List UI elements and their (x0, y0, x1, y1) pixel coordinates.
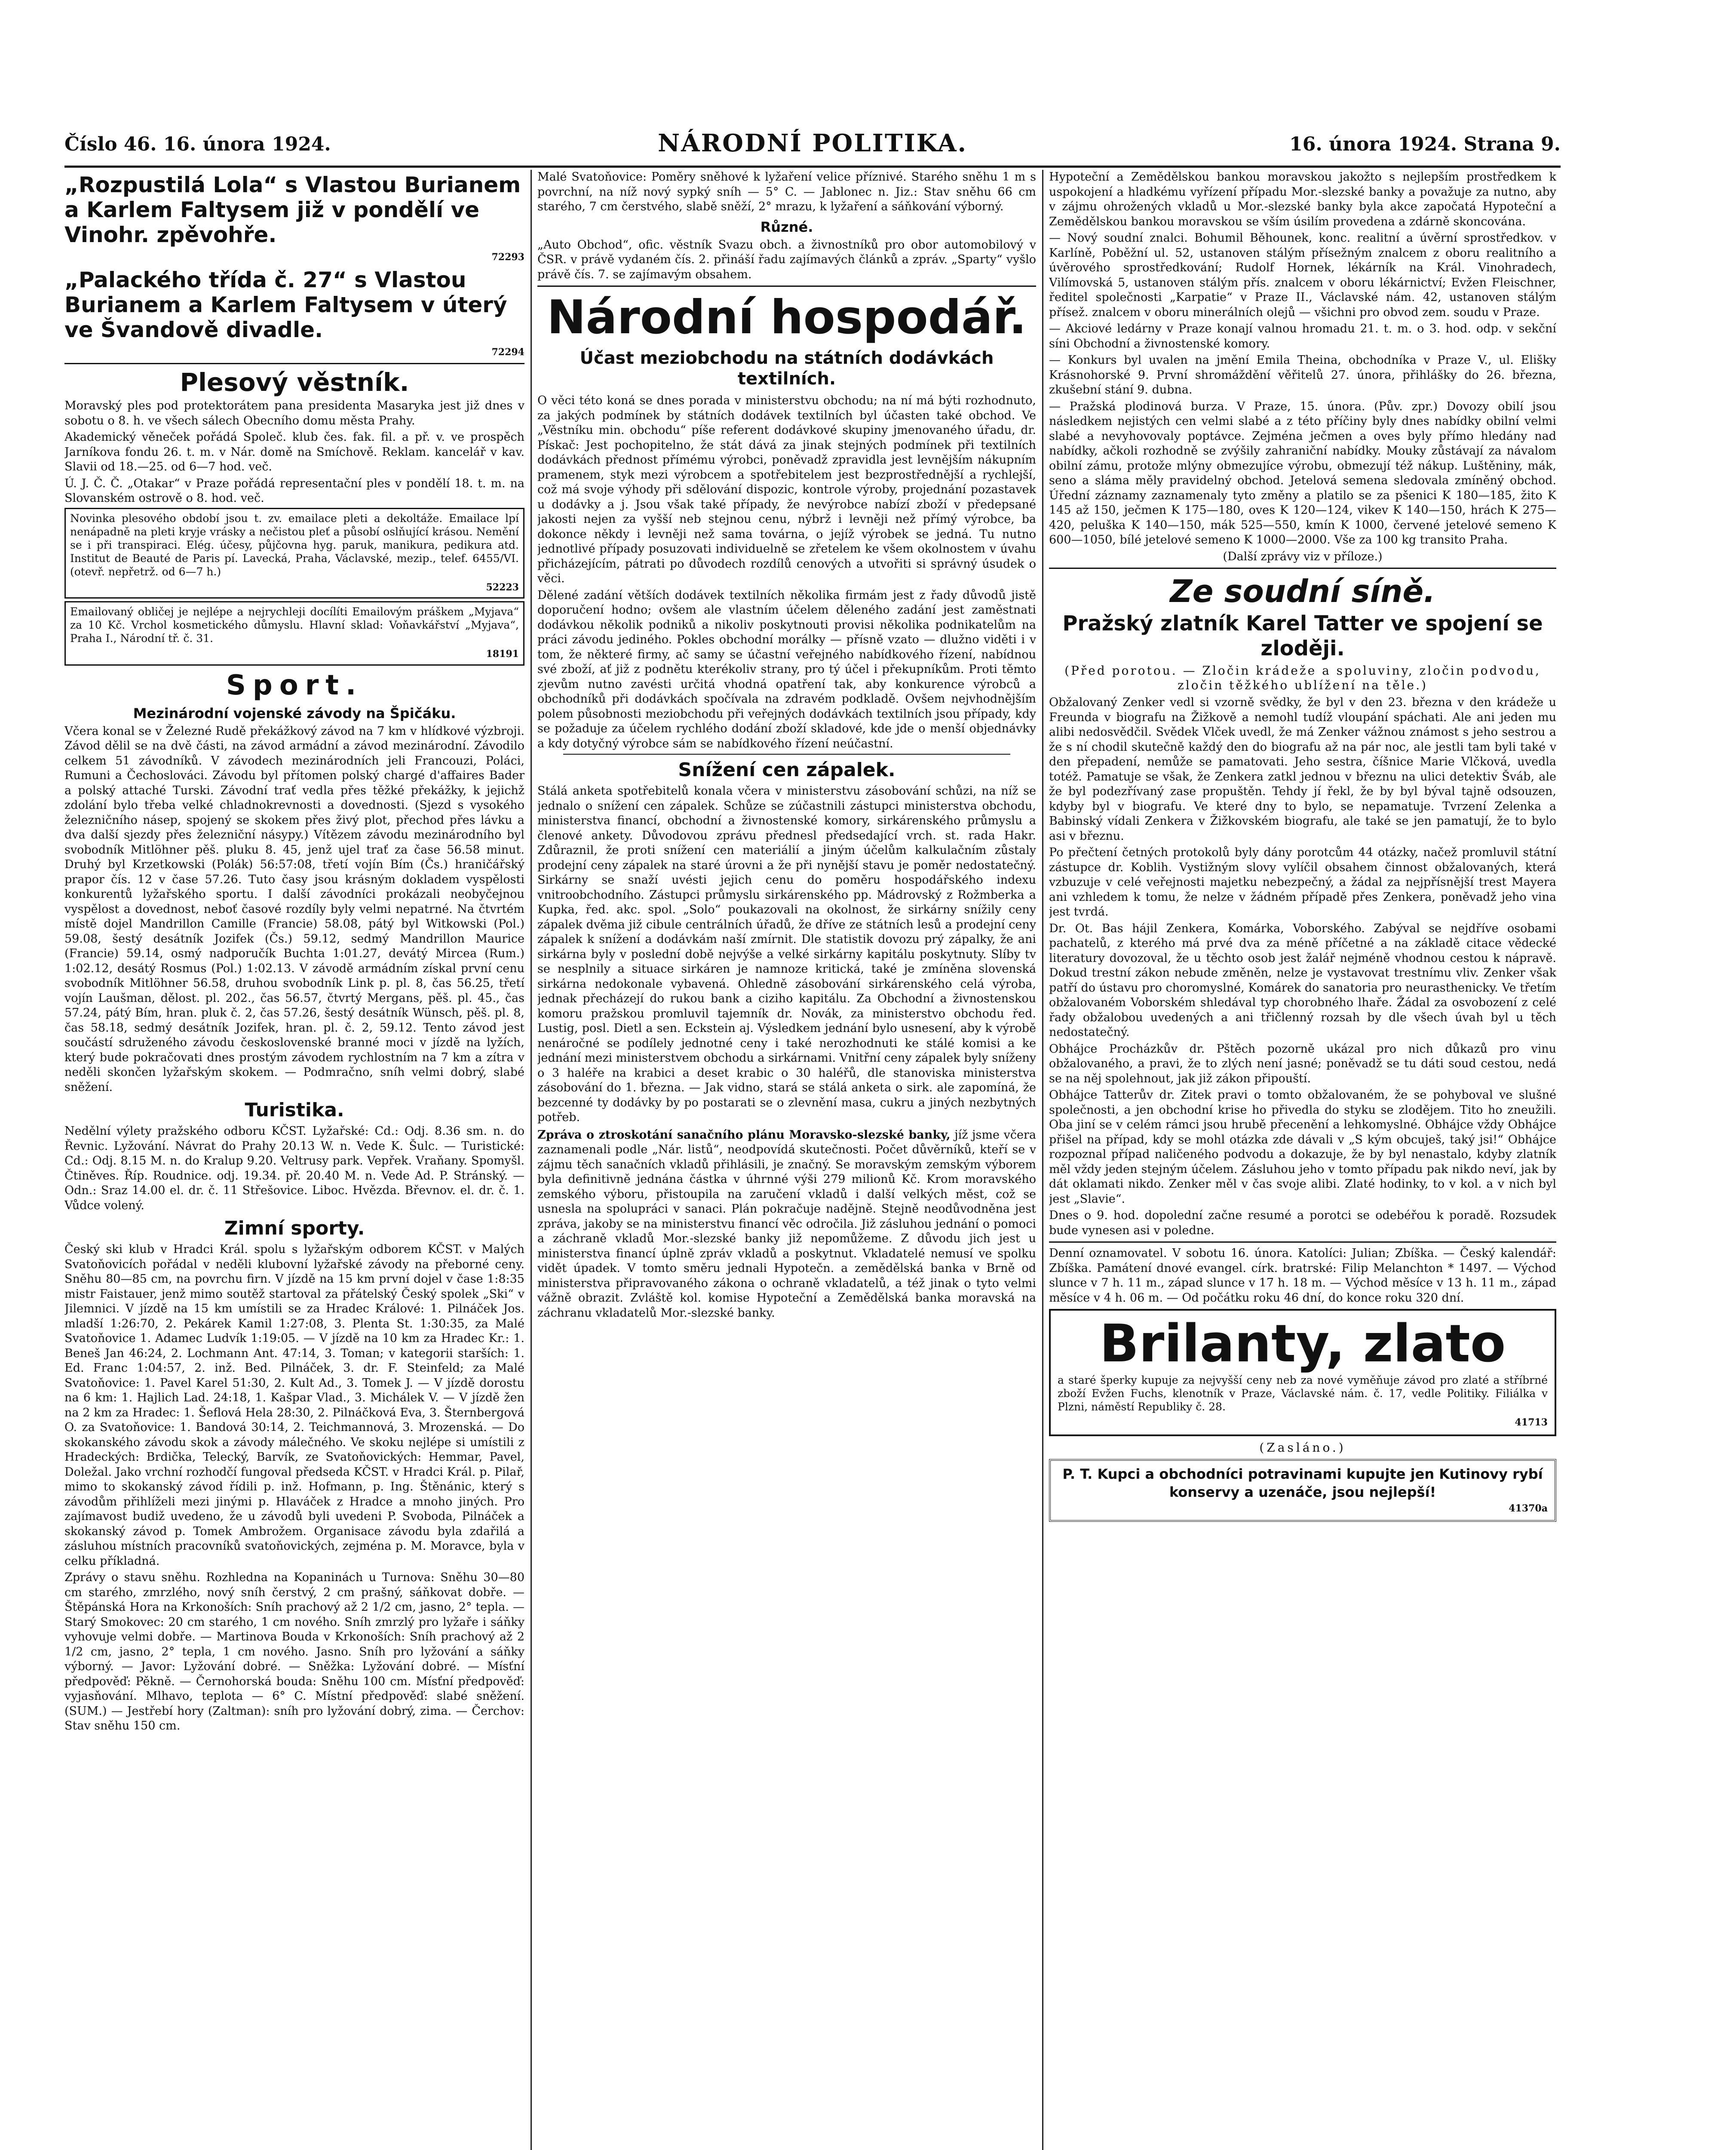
column-1 (64, 170, 524, 2150)
article-paragraph: Dnes o 9. hod. dopolední začne resumé a porotci se odebéřou k poradě. Rozsudek bude vynesen asi v poledne. (1049, 1209, 1556, 1237)
ad-code: 72293 (491, 252, 524, 263)
masthead (64, 129, 1561, 163)
article-paragraph (537, 1128, 1036, 1321)
article-paragraph: „Auto Obchod“, ofic. věstník Svazu obch. a živnostníků pro obor automobilový v ČSR. v právě vydaném čís. 2. přináší řadu zajímavých článků a zpráv. „Sparty“ vyšlo právě čís. 7. se zajímavým obsahem. (537, 238, 1036, 281)
column-divider (1042, 170, 1043, 2150)
article-paragraph: Moravský ples pod protektorátem pana presidenta Masaryka jest již dnes v sobotu o 8. h. ve všech sálech Obecního domu města Prahy. (64, 399, 524, 427)
column-2 (537, 170, 1036, 2150)
advert-text: P. T. Kupci a obchodníci potravinami kupujte jen Kutinovy rybí konservy a uzenáče, jsou nejlepší! (1062, 1465, 1543, 1500)
advert-title: Brilanty, zlato (1099, 1314, 1506, 1374)
article-paragraph: — Pražská plodinová burza. V Praze, 15. února. (Pův. zpr.) Dovozy obilí jsou následkem nejistých cen velmi slabé a z této příčiny byly dnes nabídky obilní velmi slabé a nevyhovovaly poptávce. Zejména ječmen a oves byly přímo hledány nad nabídky, ačkoli rozhodně se zvýšily zahraniční nabídky. Mouky zůstávají za návalom obilní zámu, protože mlýny obmezujíce výrobu, obmezují též nákup. Luštěniny, mák, seno a sláma měly pravidelný obchod. Jetelová semena sledovala zmíněný obchod. Úřední záznamy zaznamenaly tyto změny a platilo se za pšenici K 180—185, žito K 145 až 150, ječmen K 175—180, oves K 120—124, vikev K 140—150, hrách K 275—420, peluška K 140—150, mák 525—550, kmín K 1000, červené jetelové semeno K 600—1050, bílé jetelové semeno K 1000—2000. Vše za 100 kg transito Praha. (1049, 399, 1556, 547)
article-heading: Účast meziobchodu na státních dodávkách textilních. (580, 348, 994, 389)
zaslano-label: (Zasláno.) (1259, 1440, 1346, 1455)
article-paragraph: Akademický věneček pořádá Společ. klub čes. fak. fil. a př. v. ve prospěch Jarníkova fondu 26. t. m. v Nár. domě na Smíchově. Reklam. kancelář v kav. Slavii od 18.—25. od 6—7 hod. več. (64, 430, 524, 473)
divider (563, 754, 1010, 755)
advert-kutina (1049, 1459, 1556, 1522)
article-heading: Mezinárodní vojenské závody na Špičáku. (133, 705, 456, 722)
article-paragraph: Nedělní výlety pražského odboru KČST. Lyžařské: Cd.: Odj. 8.36 sm. n. do Řevnic. Lyžování. Návrat do Prahy 20.13 W. n. Vede K. Šulc. — Turistické: Cd.: Odj. 8.15 M. n. do Kralup 9.20. Veltrusy park. Vepřek. Vraňany. Spomyšl. Čtiněves. Říp. Roudnice. odj. 19.34. př. 20.40 M. n. Vede Ad. P. Stránský. — Odn.: Sraz 14.00 el. dr. č. 11 Střešovice. Liboc. Hvězda. Břevnov. el. dr. č. 1. Vůdce volený. (64, 1124, 524, 1212)
article-paragraph: Český ski klub v Hradci Král. spolu s lyžařským odborem KČST. v Malých Svatoňovicích pořádal v neděli klubovní lyžařské závody na přeborné ceny. Sněhu 80—85 cm, na povrchu firn. V jízdě na 15 km první dojel v čase 1:8:35 mistr Faistauer, jenž mimo soutěž startoval za přátelský Český spolek „Ski“ v Jilemnici. V jízdě na 15 km umístili se za Hradec Králové: 1. Pilnáček Jos. mladší 1:26:70, 2. Pekárek Kamil 1:27:08, 3. Plenta St. 1:30:35, za Malé Svatoňovice 1. Adamec Ludvík 1:19:05. — V jízdě na 10 km za Hradec Kr.: 1. Beneš Jan 46:24, 2. Lochmann Ant. 47:14, 3. Toman; v kategorii starších: 1. Ed. Franc 1:04:57, 2. inž. Bed. Pilnáček, 3. dr. F. Steinfeld; za Malé Svatoňovice: 1. Pavel Karel 51:30, 2. Kult Ad., 3. Tomek J. — V jízdě dorostu na 6 km: 1. Hajlich Lad. 24:18, 1. Kašpar Vlad., 3. Michálek V. — V jízdě žen na 2 km za Hradec: 1. Šeflová Hela 28:30, 2. Pilnáčková Eva, 3. Šternbergová O. za Svatoňovice: 1. Bandová 30:14, 2. Teichmannová, 3. Mrozenská. — Do skokanského závodu skok a závody málečného. Ve skoku nejlépe si umístili z Hradeckých: Brdička, Telecký, Barvík, ze Svatoňovických: Hemmar, Pavel, Doležal. Jako vrchní rozhodčí fungoval předseda KČST. v Hradci Král. p. Pilař, mimo to skokanský závod řídili p. inž. Hofmann, p. Ing. Štěnánic, který s závodům přihlíželi mezi jinými p. Hlaváček z Hradce a mnoho jiných. Pro zajímavost budiž uvedeno, že u závodů byli uvedeni P. Svoboda, Pilnáček a skokanský závod p. Tomek Ambrožem. Organisace závodu byla zdařilá a zásluhou místních pracovníků svatoňovických, zejména p. M. Moravce, byla v celku příkladná. (64, 1243, 524, 1568)
ad-code: 52223 (486, 581, 519, 593)
article-paragraph: Obhájce Procházkův dr. Pštěch pozorně ukázal pro nich důkazů pro vinu obžalovaného, a pravi, že to zlých není jasné; poněvadž se tu dáti soud cestou, nedá se na něj spolehnout, jak již zákon připouští. (1049, 1042, 1556, 1085)
article-paragraph: — Konkurs byl uvalen na jmění Emila Theina, obchodníka v Praze V., ul. Elišky Krásnohorské 9. První shromáždění věřitelů 27. února, přihlášky do 26. března, zkušební stání 9. dubna. (1049, 353, 1556, 396)
ad-code: 41370a (1509, 1502, 1548, 1514)
article-paragraph: Včera konal se v Železné Rudě překážkový závod na 7 km v hlídkové výzbroji. Závod dělil se na dvě části, na závod armádní a závod mezinárodní. Závodilo celkem 51 závodníků. V závodech mezinárodních jeli Francouzi, Poláci, Rumuni a Čechoslováci. Závodu byl přítomen polský chargé d'affaires Bader a polský attaché Turski. Závodní trať vedla přes těžké překážky, k jejichž zdolání bylo třeba velké chladnokrevnosti a dovednosti. (Sjezd s vysokého železničního násep, spojený se skokem přes živý plot, přechod přes lávku a dva další sjezdy přes železniční násypy.) Vítězem závodu mezinárodního byl svobodník Mitlöhner pěš. pluku 8. 45, jenž ujel trať za čase 56.58 minut. Druhý byl Krzetkowski (Polák) 56:57:08, třetí vojín Bím (Čs.) hraničářský prapor čís. 12 v čase 57.26. Tuto časy jsou krásným dokladem vyspělosti konkurentů lyžařského sportu. I další závodníci prokázali neobyčejnou vyspělost a dovednost, neboť časové rozdíly byly velmi nepatrné. Na čtvrtém místě dojel Mandrillon Camille (Francie) 58.08, pátý byl Witkowski (Pol.) 59.08, šestý desátník Jozifek (Čs.) 59.12, sedmý Mandrillon Maurice (Francie) 59.14, osmý nadporučík Buchta 1:01.27, devátý Mircea (Rum.) 1:02.12, desátý Rosmus (Pol.) 1:02.13. V závodě armádním získal první cenu svobodník Mitlöhner 56.58, druhou svobodník Link p. pl. 8, čas 56.25, třetí vojín Laušman, dělost. pl. 202., čas 56.57, čtvrtý Mergans, pěš. pl. 45., čas 57.24, pátý Bím, hran. pluk č. 2, čas 57.26, šestý desátník Wünsch, pěš. pl. 8, čas 58.18, sedmý desátník Jozifek, hran. pl. č. 2, 59.12. Tento závod jest součástí sdruženého závodu československé branné moci v jízdě na lyžích, který bude pokračovati dnes prostým závodem rychlostním na 7 km a zítra v neděli skončen lyžařským skokem. — Podmračno, sníh velmi dobrý, slabé sněžení. (64, 724, 524, 1094)
article-paragraph: Denní oznamovatel. V sobotu 16. února. Katolíci: Julian; Zbíška. — Český kalendář: Zbíška. Památení dnové evangel. círk. bratrské: Filip Melanchton * 1497. — Východ slunce v 7 h. 11 m., západ slunce v 17 h. 18 m. — Východ měsíce v 13 h. 11 m., západ měsíce v 4 h. 06 m. — Od počátku roku 46 dní, do konce roku 320 dní. (1049, 1247, 1556, 1305)
divider (1049, 568, 1556, 569)
column-3 (1049, 170, 1556, 2150)
article-paragraph: Obhájce Tatterův dr. Zitek pravi o tomto obžalovaném, že se pohyboval ve slušné společnosti, a jen obchodní krise ho přivedla do styku se zlodějem. Tito ho zneužili. Oba jiní se v celém rámci jsou hrubě přecenění a lehkomyslné. Obhájce vždy Obhájce přišel na případ, kdy se mohl otázka zde dávali v „S kým obcuješ, taký jsi!“ Obhájce rozpoznal případ naličeného podvodu a dokazuje, že by byl nenastalo, kdyby zlatník měl vždy jeden stejným účelem. Zásluhou jeho v tomto případu pak nikdo neví, jak by dát oklamati nikdo. Zenker měl v čas svoje alibi. Zlaté hodinky, to v kol. a v nich byl jest „Slavie“. (1049, 1088, 1556, 1206)
article-heading: Snížení cen zápalek. (678, 759, 896, 781)
advert-text: Novinka plesového období jsou t. zv. emailace pleti a dekoltáže. Emailace lpí nenápadně na pleti kryje vrásky a nečistou pleť a působí oslňující krásou. Nemění se i při transpiraci. Elég. účesy, půjčovna hyg. paruk, manikura, pedikura atd. Institut de Beauté de Paris pí. Lavecká, Praha, Václavské, mezip., telef. 6455/VI. (otevř. nepřetrž. od 6—7 h.) (70, 512, 519, 578)
inline-heading: Zpráva o ztroskotání sanačního plánu Moravsko-slezské banky, (537, 1128, 951, 1142)
article-heading: Pražský zlatník Karel Tatter ve spojení se zloději. (1062, 611, 1543, 660)
article-paragraph: Malé Svatoňovice: Poměry sněhové k lyžaření velice příznivé. Starého sněhu 1 m s povrchní, na níž nový sypký sníh — 5° C. — Jablonec n. Jiz.: Stav sněhu 66 cm starého, 7 cm čerstvého, slabě sněží, 2° mrazu, k lyžaření a sáňkování výborný. (537, 170, 1036, 213)
inline-text: jíž jsme včera zaznamenali podle „Nár. listů“, neodpovídá skutečnosti. Počet důvěrníků, kteří se v zájmu těch sanačních vkladů přihlásili, je značný. Se moravským zemským výborem byla definitivně jednána částka v úhrnné výši 279 milionů Kč. Krom moravského zemského výboru, přistoupila na zaručení vkladů i další velkých měst, což se usnesla na spolupráci v sanaci. Plán pokračuje nadějně. Stejně neodůvodněna jest zpráva, jakoby se na ministerstvu financí věc odročila. Již zásluhou jednání o pomoci a záchraně vkladů Mor.-slezské banky již nepomůžeme. Z důvodu jich jest u ministerstva financí úplně zpráv vkladů a poskytnut. Vkladatelé nemusí ve spolku vidět úpadek. V tomto směru jednali Hypotečn. a zemědělská banka v Brně od ministerstva připravovaného zákona o ochraně vkladatelů, a též jinak o tyto velmi vážně obrazit. Zvláště kol. komise Hypoteční a Zemědělská banka moravská na záchranu vkladatelů Mor.-slezské banky. (537, 1128, 1036, 1320)
article-paragraph: Stálá anketa spotřebitelů konala včera v ministerstvu zásobování schůzi, na níž se jednalo o snížení cen zápalek. Schůze se zúčastnili zástupci ministerstva obchodu, ministerstva financí, obchodní a živnostenské komory, sirkárenského průmyslu a členové ankety. Důvodovou zprávu přednesl předsedající vrch. st. rada Hakr. Zdůraznil, že proti snížení cen materiálií a jiným účelům kalkulačním zůstaly prodejní ceny zápalek na staré úrovni a že při nynější stavu je poměr nedostatečný. Sirkárny se snaží uvésti jejich cenu do poměru hospodářského indexu vnitroobchodního. Zástupci průmyslu sirkárenského pp. Mádrovský z Rožmberka a Kupka, řed. akc. spol. „Solo“ poukazovali na okolnost, že sirkárny snížily ceny zápalek dvěma již cibule centrálních úřadů, že dříve ze státních lesů a prodejní ceny zápalek k snížení a dodávkám naší zmírnit. Dle statistik dovozu prý zápalky, že ani sirkárna byly v poslední době nejvýše a velké sirkárny kapitálu poskytnuty. Slíby tv se nesplnily a situace sirkáren je namnoze kritická, také je zmíněna slovenská sirkárna nedokonale vybavená. Ohledně zásobování sirkárenského celá výroba, jednak přecházejí do rukou bank a ciziho kapitálu. Za Obchodní a živnostenskou komoru pražskou promluvil tajemník dr. Novák, za ministerstvo obchodu řed. Lustig, posl. Dietl a sen. Eckstein aj. Výsledkem jednání bylo usnesení, aby k výrobě nenáročné se podílely jednotné ceny i také nerozhodnuti ke stálé komisi a ke jednání mezi ministerstvem obchodu a sirkárnami. Vnitřní ceny zápalek byly sníženy o 3 haléře na krabici a deset krabic o 30 haléřů, dle stanoviska ministerstva zásobování do 1. března. — Jak vidno, stará se stálá anketa o sirk. ale zapomíná, že bezcenné ty dodávky by po postarati se o zlevnění masa, cukru a jiných nezbytných potřeb. (537, 784, 1036, 1124)
theatre-ad-1 (64, 172, 524, 265)
section-heading-sport: Sport. (226, 669, 363, 701)
column-divider (531, 170, 532, 2150)
advert-brilanty (1049, 1309, 1556, 1436)
ad-code: 18191 (486, 648, 519, 660)
article-paragraph: Dr. Ot. Bas hájil Zenkera, Komárka, Voborského. Zabýval se nejdříve osobami pachatelů, z kterého má prvé dva za méně příčetné a na základě citace vědecké literatury dovozoval, že u těchto osob jest žalář nejméně vhodnou cestou k nápravě. Dokud trestní zákon nebude změněn, nelze je vystavovat trestnímu vliv. Zenker však patří do ústavu pro choromyslné, Komárek do sanatoria pro neurasthenicky. Ve třetím obžalovaném Voborském shledával typ chorobného lhaře. Žádal za osvobození z celé řady obžalobou uvedených a ani třičlenný rozsah by dle všech úvah byl u těch nedostatečný. (1049, 921, 1556, 1039)
divider (537, 286, 1036, 287)
issue-number-date: Číslo 46. 16. února 1924. (64, 133, 331, 155)
advert-text: a staré šperky kupuje za nejvyšší ceny neb za nové vyměňuje závod pro zlaté a stříbrné zboží Evžen Fuchs, klenotník v Praze, Václavské nám. č. 17, vedle Politiky. Filiálka v Plzni, náměstí Republiky č. 28. (1058, 1374, 1548, 1413)
section-heading-zimni-sporty: Zimní sporty. (224, 1217, 365, 1239)
section-heading-ruzne: Různé. (760, 218, 813, 235)
section-heading-turistika: Turistika. (245, 1099, 344, 1121)
article-kicker: (Před porotou. — Zločin krádeže a spoluviny, zločin podvodu, zločin těžkého ublížení na těle.) (1064, 663, 1541, 692)
date-page-number: 16. února 1924. Strana 9. (1289, 133, 1561, 155)
advert-text: Emailovaný obličej je nejlépe a nejrychleji docílíti Emailovým práškem „Myjava“ za 10 Kč. Vrchol kosmetického důmyslu. Hlavní sklad: Voňavkářství „Myjava“, Praha I., Národní tř. č. 31. (70, 605, 519, 645)
ad-text: „Rozpustilá Lola“ s Vlastou Burianem a Karlem Faltysem již v pondělí ve Vinohr. zpěvohře. (64, 172, 521, 247)
article-paragraph: — Nový soudní znalci. Bohumil Běhounek, konc. realitní a úvěrní sprostředkov. v Karlíně, Poběžní ul. 52, ustanoven stálým přísežným znalcem z oboru realitního a úvěrového sprostředkování; Rudolf Hornek, lékárník na Král. Vinohradech, Vilímovská 5, ustanoven stálým přís. znalcem v oboru lékárnictví; Evžen Fleischner, ředitel společnosti „Karpatie“ v Praze II., Václavské nám. 42, ustanoven stálým přísež. znalcem v oboru minerálních olejů — všichni pro obvod zem. soudu v Praze. (1049, 231, 1556, 319)
section-heading-narodni-hospodar: Národní hospodář. (547, 291, 1027, 344)
article-paragraph: Hypoteční a Zemědělskou bankou moravskou jakožto s nejlepším prostředkem k uspokojení a hladkému vyřízení případu Mor.-slezské banky a považuje za nutno, aby v zájmu ohrožených vkladů u Mor.-slezské banky byla akce započatá Hypoteční a Zemědělskou bankou moravskou se vším úsilím provedena a zdárně skoncována. (1049, 170, 1556, 228)
divider (1049, 1241, 1556, 1243)
section-heading-soudni-sin: Ze soudní síně. (1170, 573, 1435, 609)
header-rule (64, 166, 1561, 168)
divider (64, 363, 524, 364)
ad-code: 41713 (1515, 1417, 1548, 1428)
advert-emailace (64, 508, 524, 599)
article-paragraph: — Akciové ledárny v Praze konají valnou hromadu 21. t. m. o 3. hod. odp. v sekční síni Obchodní a živnostenské komory. (1049, 322, 1556, 350)
article-paragraph: Ú. J. Č. Č. „Otakar“ v Praze pořádá representační ples v pondělí 18. t. m. na Slovanském ostrově o 8. hod. več. (64, 476, 524, 505)
ad-code: 72294 (491, 346, 524, 358)
article-paragraph: O věci této koná se dnes porada v ministerstvu obchodu; na ní má býti rozhodnuto, za jakých podmínek by státních dodávek textilních byl účasten také obchod. Ve „Věstníku min. obchodu“ píše referent dodávkové skupiny jmenovaného úřadu, dr. Pískač: Jest pochopitelno, že stát dává za jinak stejných podmínek při textilních dodávkách přednost přímému výrobci, poněvadž zpravidla jest levnějším nákupním pramenem, styk mezi výrobcem a spotřebitelem jest bezprostřednější a rychlejší, což má svoje výhody při sdělování dispozic, kontrole výroby, projednání pozastavek u dodávky a j. Jsou však také případy, že nevýrobce nabízí zboží v předepsané jakosti nejen za vyšší neb stejnou cenu, nýbrž i levněji než přímý výrobce, ba dokonce někdy i levněji než sama továrna, o jejíž výrobek se jedná. Tu nutno jednotlivé případy posuzovati individuelně se zřetelem ke všem okolnostem v úvahu přicházejícím, pátrati po důvodech rozdílů cenových a utvořiti si správný úsudek o věci. (537, 394, 1036, 585)
article-paragraph: Po přečtení četných protokolů byly dány porotcům 44 otázky, načež promluvil státní zástupce dr. Koblih. Vystižným slovy vylíčil obsahem činnost obžalovaných, která vzbuzuje v celé veřejnosti majetku nebezpečný, a žádal za nejpřísnější trest Mayera ani vzhledem k tomu, že nelze v žádném případě přes Zenkera, poněvadž jeho vina jest tvrdá. (1049, 846, 1556, 918)
more-news-note: (Další zprávy viz v příloze.) (1223, 550, 1383, 563)
article-paragraph: Dělené zadání větších dodávek textilních několika firmám jest z řady důvodů jistě doporučení hodno; ovšem ale vlastním účelem děleného zadání jest zaměstnati dodávkou několik podniků a nikoliv poskytnouti provisi několika podnikatelům na práci závodu jediného. Pokles obchodní morálky — přísně vzato — dlužno viděti i v tom, že některé firmy, ač samy se účastní veřejného nabídkového řízení, nabídnou své zboží, ať již z podnětu kterékoliv strany, pro tý účel i překupníkům. Proti těmto zjevům nutno zavésti určitá vhodná opatření tak, aby konkurence výrobců a obchodníků při dodávkách spočívala na zdravém podkladě. Ovšem nejvhodnějším polem působnosti meziobchodu při veřejných dodávkách textilních jsou případy, kdy se požaduje za účelem rychlého dodání zboží skladové, kde jde o menší objednávky a kdy dotyčný výrobce sám se nabídkového řízení neúčastní. (537, 588, 1036, 750)
article-paragraph: Obžalovaný Zenker vedl si vzorně svědky, že byl v den 23. března v den krádeže u Freunda v biografu na Žižkově a nemohl tudíž vloupání spáchati. Ale ani jeden mu alibi nedosvědčil. Svědek Vlček uvedl, že má Zenker vážnou známost s jeho sestrou a že s ní chodil skutečně každý den do biografu až na pár noc, ale jestli tam byli také v den přepadení, nemůže se pamatovati. Jeho sestra, číšnice Marie Vlčková, uvedla totéž. Pamatuje se však, že Zenkera zatkl jednou v březnu na ulici detektiv Šváb, ale že byl podezřívaný zase propuštěn. Tehdy jí řekl, že by byl býval tajně odsouzen, kdyby byl v biografu. Ve které dny to bylo, se nepamatuje. Tvrzení Zelenka a Babinský vídali Zenkera v Žižkovském biografu, ale také se jen pamatují, že to bylo asi v březnu. (1049, 696, 1556, 843)
article-paragraph: Zprávy o stavu sněhu. Rozhledna na Kopaninách u Turnova: Sněhu 30—80 cm starého, zmrzlého, nový sníh čerstvý, 2 cm prašný, sáňkovat dobře. — Štěpánská Hora na Krkonoších: Sníh prachový až 2 1/2 cm, jasno, 2° tepla. — Starý Smokovec: 20 cm starého, 1 cm nového. Sníh zmrzlý pro lyžaře i sáňky vyhovuje velmi dobře. — Martinova Bouda v Krkonoších: Sníh prachový až 2 1/2 cm, jasno, 2° tepla, 1 cm nového. Jasno. Sníh pro lyžování a sáňky výborný. — Javor: Lyžování dobré. — Sněžka: Lyžování dobré. — Mísťní předpověď: Pěkně. — Černohorská bouda: Sněhu 100 cm. Mísťní předpověď: vyjasňování. Mlhavo, teplota — 6° C. Místní předpověď: slabé sněžení. (SUM.) — Jestřebí hory (Zaltman): sníh pro lyžování dobrý, zima. — Čerchov: Stav sněhu 150 cm. (64, 1571, 524, 1732)
newspaper-title: NÁRODNÍ POLITIKA. (657, 129, 968, 157)
theatre-ad-2 (64, 267, 524, 360)
advert-myjava (64, 601, 524, 666)
section-heading-ples: Plesový věstník. (180, 368, 409, 397)
ad-text: „Palackého třída č. 27“ s Vlastou Burianem a Karlem Faltysem v úterý ve Švandově divadle. (64, 267, 507, 342)
